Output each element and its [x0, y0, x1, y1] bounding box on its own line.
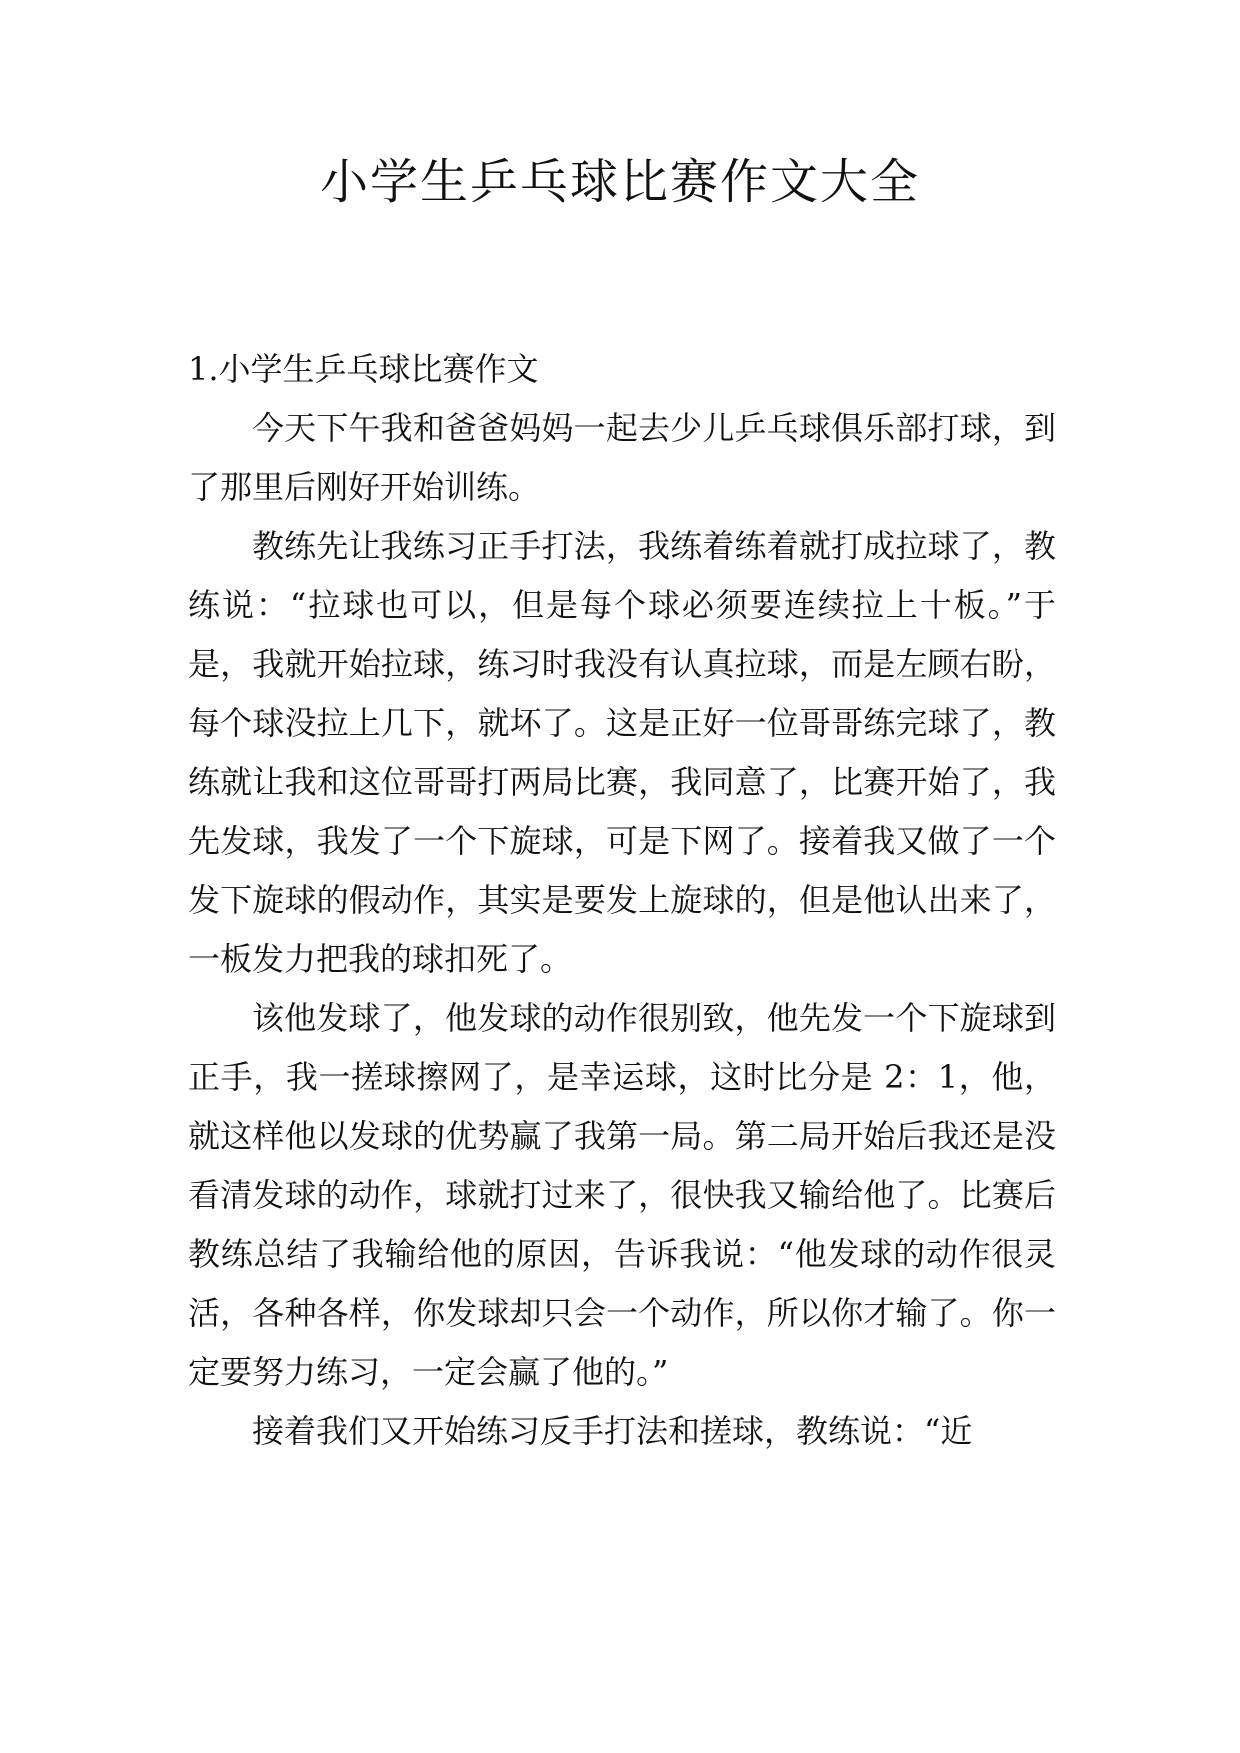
section-heading: 1.小学生乒乓球比赛作文 — [188, 350, 539, 388]
paragraph-1: 今天下午我和爸爸妈妈一起去少儿乒乓球俱乐部打球，到了那里后刚好开始训练。 — [188, 409, 1056, 506]
document-title: 小学生乒乓球比赛作文大全 — [319, 154, 920, 210]
document-body — [188, 340, 1056, 1461]
paragraph-3: 该他发球了，他发球的动作很别致，他先发一个下旋球到正手，我一搓球擦网了，是幸运球，这时比分是 2：1，他，就这样他以发球的优势赢了我第一局。第二局开始后我还是没看清发球的动作，球就打过来了，很快我又输给他了。比赛后教练总结了我输给他的原因，告诉我说：“他发球的动作很灵活，各种各样，你发球却只会一个动作，所以你才输了。你一定要努力练习，一定会赢了他的。” — [188, 999, 1056, 1391]
paragraph-2: 教练先让我练习正手打法，我练着练着就打成拉球了，教练说：“拉球也可以，但是每个球必须要连续拉上十板。”于是，我就开始拉球，练习时我没有认真拉球，而是左顾右盼，每个球没拉上几下，就坏了。这是正好一位哥哥练完球了，教练就让我和这位哥哥打两局比赛，我同意了，比赛开始了，我先发球，我发了一个下旋球，可是下网了。接着我又做了一个发下旋球的假动作，其实是要发上旋球的，但是他认出来了，一板发力把我的球扣死了。 — [188, 527, 1056, 978]
paragraph-4: 接着我们又开始练习反手打法和搓球，教练说：“近 — [252, 1412, 973, 1450]
